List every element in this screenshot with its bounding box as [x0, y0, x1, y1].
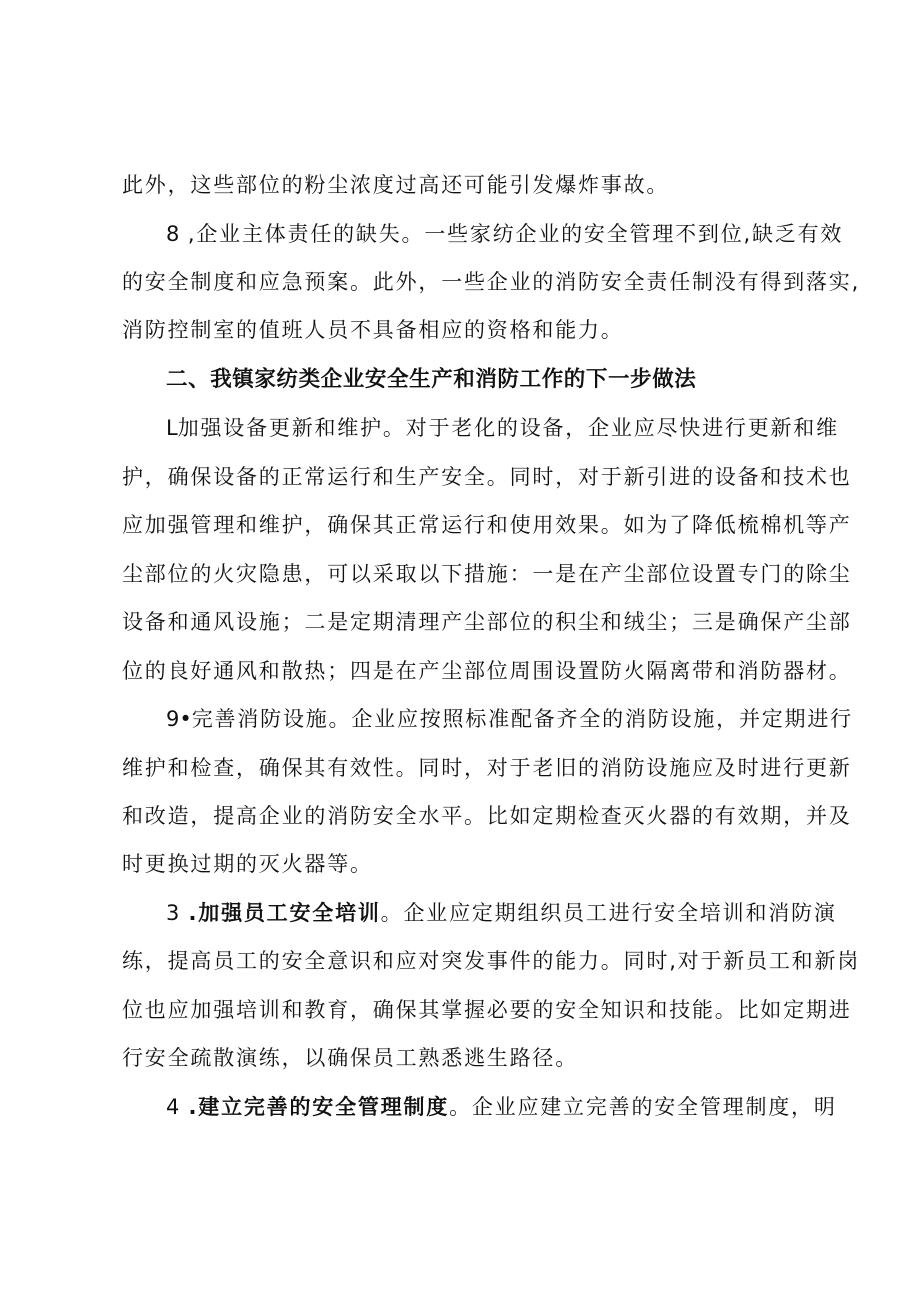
item-1-line-3: 应加强管理和维护，确保其正常运行和使用效果。如为了降低梳棉机等产 [122, 513, 852, 537]
item-4-title: .建立完善的安全管理制度 [179, 1095, 450, 1119]
item-1-line-1 [166, 415, 839, 441]
item-1-line-1-text: 加强设备更新和维护。对于老化的设备，企业应尽快进行更新和维 [177, 416, 839, 440]
item-2-line-1-text: 完善消防设施。企业应按照标准配备齐全的消防设施，并定期进行 [191, 707, 853, 731]
item-4-line-1-text: 。企业应建立完善的安全管理制度，明 [449, 1095, 837, 1119]
paragraph-8-number: 8 [166, 222, 180, 246]
item-4-number: 4 [166, 1095, 180, 1119]
item-3-number: 3 [166, 901, 180, 925]
item-3-line-4: 行安全疏散演练，以确保员工熟悉逃生路径。 [122, 1046, 578, 1070]
item-2-line-1 [166, 706, 853, 732]
item-3-line-1 [166, 900, 837, 926]
paragraph-8-line-1 [166, 221, 844, 247]
item-3-line-2: 练，提高员工的安全意识和应对突发事件的能力。同时,对于新员工和新岗 [122, 949, 861, 973]
paragraph-8-line-2: 的安全制度和应急预案。此外，一些企业的消防安全责任制没有得到落实, [122, 270, 861, 294]
paragraph-intro-line-1: 此外，这些部位的粉尘浓度过高还可能引发爆炸事故。 [122, 173, 670, 197]
item-1-number: L [166, 416, 178, 440]
paragraph-8-line-1-text: ,企业主体责任的缺失。一些家纺企业的安全管理不到位,缺乏有效 [179, 222, 844, 246]
item-2-number: 9• [166, 707, 192, 731]
paragraph-8-line-3: 消防控制室的值班人员不具备相应的资格和能力。 [122, 318, 624, 342]
item-3-line-3: 位也应加强培训和教育，确保其掌握必要的安全知识和技能。比如定期进 [122, 998, 852, 1022]
section-heading: 二、我镇家纺类企业安全生产和消防工作的下一步做法 [166, 367, 697, 392]
item-1-line-6: 位的良好通风和散热；四是在产尘部位周围设置防火隔离带和消防器材。 [122, 659, 852, 683]
item-1-line-4: 尘部位的火灾隐患，可以采取以下措施：一是在产尘部位设置专门的除尘 [122, 562, 852, 586]
item-3-title: .加强员工安全培训 [179, 901, 381, 925]
item-2-line-4: 时更换过期的灭火器等。 [122, 852, 373, 876]
item-3-line-1-text: 。企业应定期组织员工进行安全培训和消防演 [380, 901, 837, 925]
item-4-line-1 [166, 1094, 837, 1120]
item-1-line-2: 护，确保设备的正常运行和生产安全。同时，对于新引进的设备和技术也 [122, 465, 852, 489]
item-2-line-3: 和改造，提高企业的消防安全水平。比如定期检查灭火器的有效期，并及 [122, 804, 852, 828]
item-2-line-2: 维护和检查，确保其有效性。同时，对于老旧的消防设施应及时进行更新 [122, 756, 852, 780]
item-1-line-5: 设备和通风设施；二是定期清理产尘部位的积尘和绒尘；三是确保产尘部 [122, 610, 852, 634]
